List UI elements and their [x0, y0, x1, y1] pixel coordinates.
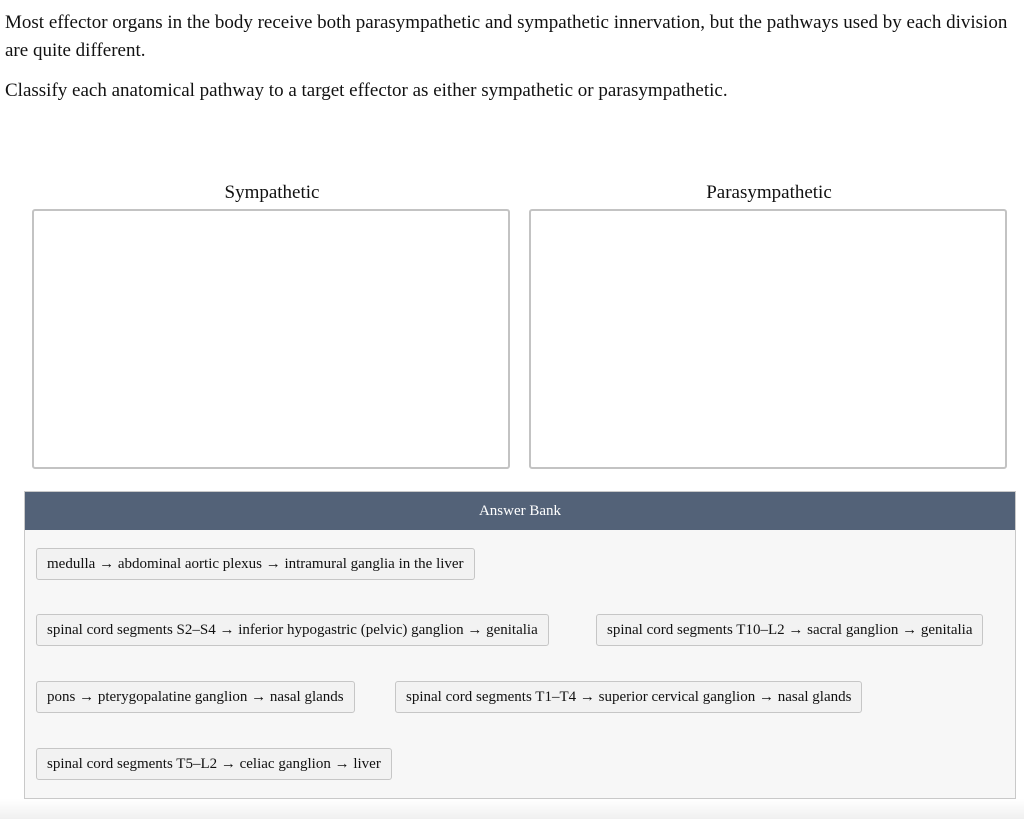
answer-chip-t1-t4-nasal-glands[interactable]: spinal cord segments T1–T4 → superior cervical ganglion → nasal glands	[395, 681, 862, 713]
answer-chip-pons-nasal-glands[interactable]: pons → pterygopalatine ganglion → nasal glands	[36, 681, 355, 713]
parasympathetic-drop-zone[interactable]	[529, 209, 1007, 469]
answer-bank	[24, 491, 1016, 799]
page-bottom-shadow	[0, 799, 1024, 819]
sympathetic-bin-title: Sympathetic	[224, 182, 320, 203]
question-intro: Most effector organs in the body receive both parasympathetic and sympathetic innervation, but the pathways used by each division are quite different.	[5, 12, 1008, 61]
parasympathetic-bin-title: Parasympathetic	[706, 182, 832, 203]
answer-chip-medulla-liver[interactable]: medulla → abdominal aortic plexus → intramural ganglia in the liver	[36, 548, 475, 580]
answer-chip-t5-l2-liver[interactable]: spinal cord segments T5–L2 → celiac ganglion → liver	[36, 748, 392, 780]
answer-bank-header: Answer Bank	[25, 492, 1015, 530]
answer-chip-s2-s4-genitalia[interactable]: spinal cord segments S2–S4 → inferior hypogastric (pelvic) ganglion → genitalia	[36, 614, 549, 646]
question-instruction: Classify each anatomical pathway to a target effector as either sympathetic or parasympathetic.	[5, 80, 728, 101]
sympathetic-drop-zone[interactable]	[32, 209, 510, 469]
answer-chip-t10-l2-genitalia[interactable]: spinal cord segments T10–L2 → sacral ganglion → genitalia	[596, 614, 983, 646]
question-prompt	[5, 9, 1015, 105]
